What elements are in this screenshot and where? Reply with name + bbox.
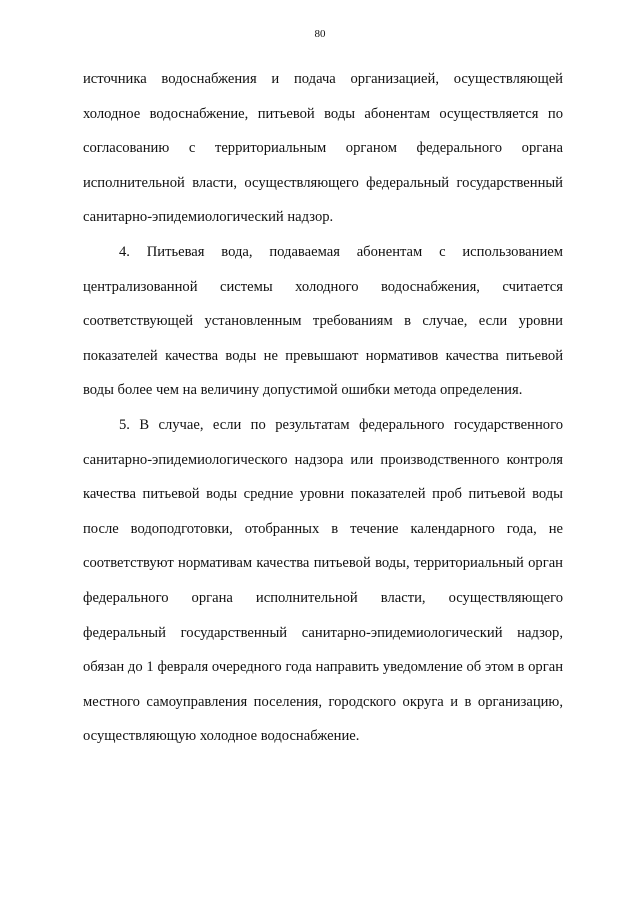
paragraph-item-5: 5. В случае, если по результатам федерального государственного санитарно-эпидемиологического надзора или производственного контроля качества питьевой воды средние уровни показателей проб питьевой воды после водоподготовки, отобранных в течение календарного года, не соответствуют нормативам качества питьевой воды, территориальный орган федерального органа исполнительной власти, осуществляющего федеральный государственный санитарно-эпидемиологический надзор, обязан до 1 февраля очередного года направить уведомление об этом в орган местного самоуправления поселения, городского округа и в организацию, осуществляющую холодное водоснабжение.	[83, 416, 563, 745]
paragraph-continuation: источника водоснабжения и подача организацией, осуществляющей холодное водоснабжение, питьевой воды абонентам осуществляется по согласованию с территориальным органом федерального органа исполнительной власти, осуществляющего федеральный государственный санитарно-эпидемиологический надзор.	[83, 71, 563, 226]
document-body	[83, 62, 563, 754]
page-number: 80	[314, 28, 326, 40]
paragraph-item-4: 4. Питьевая вода, подаваемая абонентам с использованием централизованной системы холодного водоснабжения, считается соответствующей установленным требованиям в случае, если уровни показателей качества воды не превышают нормативов качества питьевой воды более чем на величину допустимой ошибки метода определения.	[83, 243, 563, 399]
